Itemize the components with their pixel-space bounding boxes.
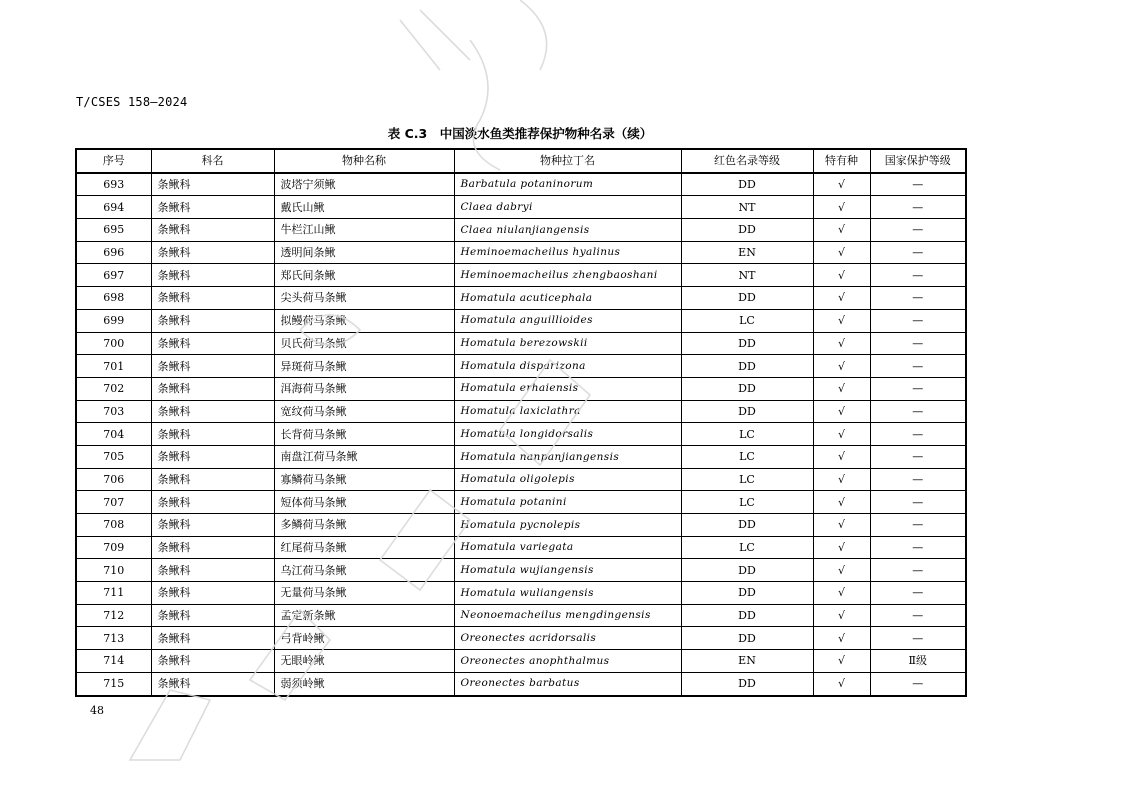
- cell-species-name: 南盘江荷马条鳅: [274, 445, 454, 468]
- cell-no: 697: [76, 264, 151, 287]
- cell-endemic: √: [813, 219, 870, 242]
- cell-endemic: √: [813, 423, 870, 446]
- cell-no: 710: [76, 559, 151, 582]
- column-header-family: 科名: [151, 149, 274, 173]
- cell-species-name: 洱海荷马条鳅: [274, 377, 454, 400]
- cell-family: 条鳅科: [151, 604, 274, 627]
- column-header-latin-name: 物种拉丁名: [454, 149, 681, 173]
- cell-latin-name: Homatula variegata: [454, 536, 681, 559]
- cell-latin-name: Homatula laxiclathra: [454, 400, 681, 423]
- cell-no: 715: [76, 672, 151, 695]
- cell-latin-name: Oreonectes anophthalmus: [454, 650, 681, 673]
- table-header-row: [76, 149, 966, 173]
- table-row: [76, 377, 966, 400]
- cell-family: 条鳅科: [151, 287, 274, 310]
- cell-endemic: √: [813, 582, 870, 605]
- cell-no: 708: [76, 514, 151, 537]
- table-row: [76, 582, 966, 605]
- cell-species-name: 红尾荷马条鳅: [274, 536, 454, 559]
- cell-red-list: DD: [681, 400, 813, 423]
- cell-species-name: 短体荷马条鳅: [274, 491, 454, 514]
- cell-latin-name: Homatula wujiangensis: [454, 559, 681, 582]
- cell-endemic: √: [813, 196, 870, 219]
- cell-endemic: √: [813, 309, 870, 332]
- cell-species-name: 长背荷马条鳅: [274, 423, 454, 446]
- cell-species-name: 弓背岭鳅: [274, 627, 454, 650]
- page-number: 48: [90, 704, 104, 717]
- cell-endemic: √: [813, 650, 870, 673]
- cell-species-name: 乌江荷马条鳅: [274, 559, 454, 582]
- cell-no: 694: [76, 196, 151, 219]
- cell-protection: —: [870, 627, 966, 650]
- table-row: [76, 514, 966, 537]
- table-row: [76, 672, 966, 695]
- table-row: [76, 650, 966, 673]
- cell-endemic: √: [813, 264, 870, 287]
- cell-protection: —: [870, 536, 966, 559]
- cell-latin-name: Homatula anguillioides: [454, 309, 681, 332]
- cell-family: 条鳅科: [151, 650, 274, 673]
- table-row: [76, 332, 966, 355]
- cell-endemic: √: [813, 400, 870, 423]
- cell-latin-name: Homatula pycnolepis: [454, 514, 681, 537]
- cell-family: 条鳅科: [151, 514, 274, 537]
- cell-species-name: 孟定新条鳅: [274, 604, 454, 627]
- cell-no: 695: [76, 219, 151, 242]
- cell-no: 709: [76, 536, 151, 559]
- cell-family: 条鳅科: [151, 423, 274, 446]
- cell-latin-name: Homatula acuticephala: [454, 287, 681, 310]
- cell-no: 714: [76, 650, 151, 673]
- cell-latin-name: Homatula potanini: [454, 491, 681, 514]
- cell-red-list: DD: [681, 672, 813, 695]
- cell-red-list: DD: [681, 332, 813, 355]
- table-row: [76, 196, 966, 219]
- cell-protection: —: [870, 241, 966, 264]
- cell-endemic: √: [813, 514, 870, 537]
- cell-endemic: √: [813, 445, 870, 468]
- column-header-protection: 国家保护等级: [870, 149, 966, 173]
- cell-species-name: 寡鳞荷马条鳅: [274, 468, 454, 491]
- cell-protection: —: [870, 423, 966, 446]
- cell-family: 条鳅科: [151, 445, 274, 468]
- table-row: [76, 355, 966, 378]
- cell-red-list: EN: [681, 241, 813, 264]
- cell-species-name: 宽纹荷马条鳅: [274, 400, 454, 423]
- cell-no: 713: [76, 627, 151, 650]
- cell-no: 701: [76, 355, 151, 378]
- cell-endemic: √: [813, 491, 870, 514]
- table-row: [76, 264, 966, 287]
- cell-family: 条鳅科: [151, 627, 274, 650]
- cell-red-list: LC: [681, 468, 813, 491]
- cell-family: 条鳅科: [151, 309, 274, 332]
- table-row: [76, 287, 966, 310]
- cell-latin-name: Homatula wuliangensis: [454, 582, 681, 605]
- cell-family: 条鳅科: [151, 491, 274, 514]
- cell-family: 条鳅科: [151, 468, 274, 491]
- cell-latin-name: Neonoemacheilus mengdingensis: [454, 604, 681, 627]
- cell-latin-name: Oreonectes barbatus: [454, 672, 681, 695]
- cell-endemic: √: [813, 627, 870, 650]
- cell-species-name: 无量荷马条鳅: [274, 582, 454, 605]
- cell-red-list: DD: [681, 355, 813, 378]
- cell-latin-name: Homatula erhaiensis: [454, 377, 681, 400]
- species-table-body: [76, 173, 966, 696]
- cell-red-list: NT: [681, 196, 813, 219]
- cell-no: 704: [76, 423, 151, 446]
- cell-species-name: 异斑荷马条鳅: [274, 355, 454, 378]
- cell-latin-name: Barbatula potaninorum: [454, 173, 681, 196]
- cell-red-list: DD: [681, 377, 813, 400]
- cell-no: 707: [76, 491, 151, 514]
- cell-latin-name: Homatula nanpanjiangensis: [454, 445, 681, 468]
- cell-latin-name: Claea niulanjiangensis: [454, 219, 681, 242]
- cell-family: 条鳅科: [151, 672, 274, 695]
- cell-latin-name: Homatula berezowskii: [454, 332, 681, 355]
- cell-species-name: 戴氏山鳅: [274, 196, 454, 219]
- cell-protection: —: [870, 468, 966, 491]
- cell-no: 698: [76, 287, 151, 310]
- cell-no: 706: [76, 468, 151, 491]
- cell-family: 条鳅科: [151, 400, 274, 423]
- table-row: [76, 423, 966, 446]
- cell-protection: —: [870, 400, 966, 423]
- cell-no: 700: [76, 332, 151, 355]
- cell-species-name: 透明间条鳅: [274, 241, 454, 264]
- cell-protection: —: [870, 672, 966, 695]
- cell-no: 702: [76, 377, 151, 400]
- cell-protection: —: [870, 582, 966, 605]
- cell-protection: —: [870, 173, 966, 196]
- table-row: [76, 173, 966, 196]
- table-row: [76, 219, 966, 242]
- table-row: [76, 309, 966, 332]
- cell-species-name: 多鳞荷马条鳅: [274, 514, 454, 537]
- cell-red-list: DD: [681, 559, 813, 582]
- table-row: [76, 627, 966, 650]
- cell-protection: —: [870, 445, 966, 468]
- cell-family: 条鳅科: [151, 559, 274, 582]
- cell-family: 条鳅科: [151, 241, 274, 264]
- cell-no: 711: [76, 582, 151, 605]
- cell-family: 条鳅科: [151, 219, 274, 242]
- cell-red-list: LC: [681, 423, 813, 446]
- cell-red-list: LC: [681, 445, 813, 468]
- cell-red-list: LC: [681, 536, 813, 559]
- cell-endemic: √: [813, 173, 870, 196]
- cell-red-list: DD: [681, 173, 813, 196]
- cell-latin-name: Heminoemacheilus zhengbaoshani: [454, 264, 681, 287]
- cell-species-name: 波塔宁须鳅: [274, 173, 454, 196]
- cell-species-name: 牛栏江山鳅: [274, 219, 454, 242]
- cell-protection: —: [870, 332, 966, 355]
- cell-protection: —: [870, 355, 966, 378]
- cell-species-name: 弱须岭鳅: [274, 672, 454, 695]
- cell-endemic: √: [813, 604, 870, 627]
- cell-species-name: 贝氏荷马条鳅: [274, 332, 454, 355]
- cell-no: 699: [76, 309, 151, 332]
- species-table: [75, 148, 967, 697]
- table-row: [76, 468, 966, 491]
- cell-endemic: √: [813, 287, 870, 310]
- cell-red-list: LC: [681, 309, 813, 332]
- cell-endemic: √: [813, 355, 870, 378]
- column-header-red-list: 红色名录等级: [681, 149, 813, 173]
- cell-red-list: LC: [681, 491, 813, 514]
- cell-endemic: √: [813, 536, 870, 559]
- cell-red-list: DD: [681, 582, 813, 605]
- column-header-endemic: 特有种: [813, 149, 870, 173]
- cell-endemic: √: [813, 468, 870, 491]
- cell-endemic: √: [813, 332, 870, 355]
- document-code: T/CSES 158—2024: [76, 95, 188, 109]
- cell-no: 703: [76, 400, 151, 423]
- table-title: 表 C.3 中国淡水鱼类推荐保护物种名录（续）: [387, 126, 653, 141]
- table-row: [76, 559, 966, 582]
- cell-family: 条鳅科: [151, 332, 274, 355]
- cell-protection: —: [870, 196, 966, 219]
- cell-red-list: DD: [681, 627, 813, 650]
- cell-family: 条鳅科: [151, 355, 274, 378]
- cell-red-list: EN: [681, 650, 813, 673]
- table-row: [76, 491, 966, 514]
- cell-family: 条鳅科: [151, 377, 274, 400]
- cell-no: 696: [76, 241, 151, 264]
- cell-family: 条鳅科: [151, 173, 274, 196]
- cell-endemic: √: [813, 672, 870, 695]
- cell-red-list: DD: [681, 287, 813, 310]
- cell-red-list: NT: [681, 264, 813, 287]
- cell-endemic: √: [813, 241, 870, 264]
- cell-protection: —: [870, 514, 966, 537]
- table-row: [76, 604, 966, 627]
- cell-latin-name: Homatula longidorsalis: [454, 423, 681, 446]
- column-header-no: 序号: [76, 149, 151, 173]
- cell-latin-name: Heminoemacheilus hyalinus: [454, 241, 681, 264]
- cell-latin-name: Homatula oligolepis: [454, 468, 681, 491]
- cell-protection: —: [870, 559, 966, 582]
- cell-red-list: DD: [681, 514, 813, 537]
- cell-protection: —: [870, 264, 966, 287]
- cell-family: 条鳅科: [151, 582, 274, 605]
- column-header-species-name: 物种名称: [274, 149, 454, 173]
- cell-family: 条鳅科: [151, 536, 274, 559]
- table-row: [76, 400, 966, 423]
- cell-no: 693: [76, 173, 151, 196]
- cell-latin-name: Claea dabryi: [454, 196, 681, 219]
- table-row: [76, 445, 966, 468]
- table-row: [76, 241, 966, 264]
- cell-family: 条鳅科: [151, 264, 274, 287]
- cell-no: 712: [76, 604, 151, 627]
- cell-species-name: 郑氏间条鳅: [274, 264, 454, 287]
- cell-protection: —: [870, 219, 966, 242]
- cell-red-list: DD: [681, 219, 813, 242]
- cell-protection: —: [870, 604, 966, 627]
- cell-no: 705: [76, 445, 151, 468]
- cell-protection: —: [870, 309, 966, 332]
- cell-red-list: DD: [681, 604, 813, 627]
- cell-species-name: 尖头荷马条鳅: [274, 287, 454, 310]
- cell-protection: Ⅱ级: [870, 650, 966, 673]
- cell-protection: —: [870, 377, 966, 400]
- cell-species-name: 无眼岭鳅: [274, 650, 454, 673]
- cell-endemic: √: [813, 559, 870, 582]
- cell-endemic: √: [813, 377, 870, 400]
- cell-latin-name: Homatula disparizona: [454, 355, 681, 378]
- cell-family: 条鳅科: [151, 196, 274, 219]
- table-row: [76, 536, 966, 559]
- cell-protection: —: [870, 491, 966, 514]
- cell-protection: —: [870, 287, 966, 310]
- cell-latin-name: Oreonectes acridorsalis: [454, 627, 681, 650]
- cell-species-name: 拟鳗荷马条鳅: [274, 309, 454, 332]
